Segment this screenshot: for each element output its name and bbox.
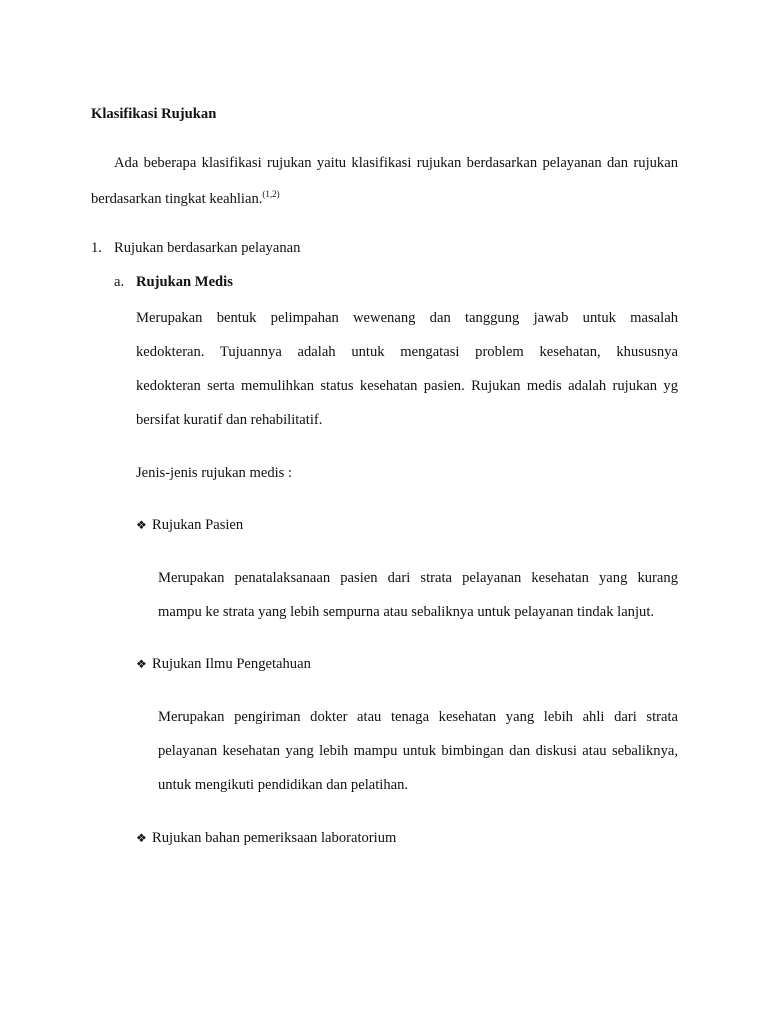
intro-line-1: Ada beberapa klasifikasi rujukan yaitu klasifikasi rujukan berdasarkan pelayanan dan rujukan [114, 155, 678, 171]
bullet-2-line-1: Merupakan pengiriman dokter atau tenaga kesehatan yang lebih ahli dari strata [158, 709, 678, 725]
bullet-1-line-1: Merupakan penatalaksanaan pasien dari strata pelayanan kesehatan yang kurang [158, 570, 678, 586]
citation: (1,2) [262, 189, 280, 199]
bullet-1-title: Rujukan Pasien [152, 517, 244, 533]
bullet-3-title: Rujukan bahan pemeriksaan laboratorium [152, 830, 397, 846]
bullet-1-line-2: mampu ke strata yang lebih sempurna atau sebaliknya untuk pelayanan tindak lanjut. [158, 604, 655, 620]
sub-a-title: Rujukan Medis [136, 274, 233, 290]
bullet-2-line-3: untuk mengikuti pendidikan dan pelatihan. [158, 777, 409, 793]
list-number-1: 1. [91, 240, 102, 256]
diamond-bullet-icon: ❖ [136, 831, 147, 845]
bullet-item-2 [136, 656, 311, 673]
intro-line-2-text: berdasarkan tingkat keahlian. [91, 191, 263, 207]
sub-letter-a: a. [114, 274, 125, 290]
diamond-bullet-icon: ❖ [136, 657, 147, 671]
medis-line-1: Merupakan bentuk pelimpahan wewenang dan tanggung jawab untuk masalah [136, 310, 678, 326]
bullet-2-line-2: pelayanan kesehatan yang lebih mampu untuk bimbingan dan diskusi atau sebaliknya, [158, 743, 678, 759]
intro-line-2 [91, 189, 280, 208]
bullet-2-title: Rujukan Ilmu Pengetahuan [152, 656, 311, 672]
page-heading: Klasifikasi Rujukan [91, 106, 217, 122]
medis-line-2: kedokteran. Tujuannya adalah untuk mengatasi problem kesehatan, khususnya [136, 344, 678, 360]
list-item-1-text: Rujukan berdasarkan pelayanan [114, 240, 301, 256]
medis-line-3: kedokteran serta memulihkan status kesehatan pasien. Rujukan medis adalah rujukan yg [136, 378, 678, 394]
diamond-bullet-icon: ❖ [136, 518, 147, 532]
medis-line-4: bersifat kuratif dan rehabilitatif. [136, 412, 323, 428]
bullet-item-1 [136, 517, 243, 534]
jenis-label: Jenis-jenis rujukan medis : [136, 465, 293, 481]
bullet-item-3 [136, 830, 396, 847]
